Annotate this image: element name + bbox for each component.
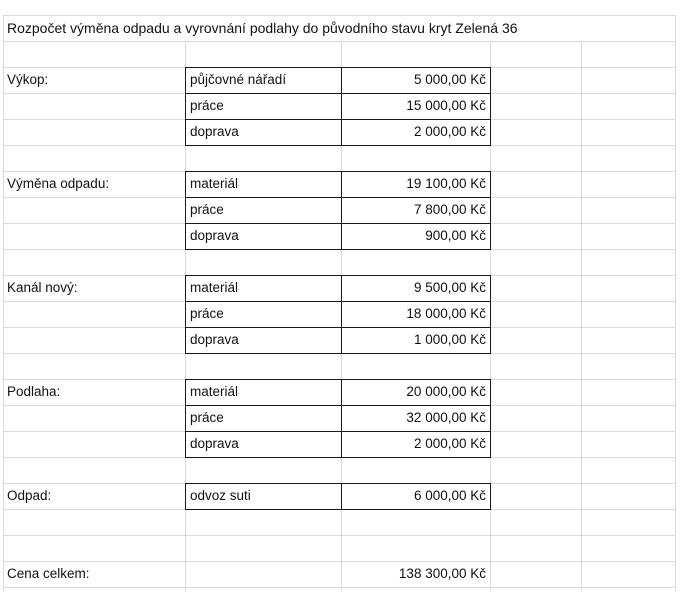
cell-border	[490, 275, 491, 354]
row-gridline	[3, 561, 676, 562]
cell-border	[341, 67, 342, 146]
item-cell[interactable]: materiál	[190, 280, 239, 295]
amount-cell[interactable]: 900,00 Kč	[425, 228, 486, 243]
cell-border	[185, 509, 491, 510]
cell-border	[490, 379, 491, 458]
amount-cell[interactable]: 2 000,00 Kč	[413, 436, 486, 451]
amount-cell[interactable]: 1 000,00 Kč	[413, 332, 486, 347]
cell-border	[185, 457, 491, 458]
column-gridline	[581, 41, 582, 591]
spreadsheet	[3, 15, 676, 591]
cell-border	[185, 483, 186, 510]
total-label[interactable]: Cena celkem:	[7, 566, 90, 581]
amount-cell[interactable]: 5 000,00 Kč	[413, 72, 486, 87]
item-cell[interactable]: doprava	[190, 228, 239, 243]
cell-border	[341, 275, 342, 354]
cell-border	[341, 379, 342, 458]
item-cell[interactable]: půjčovné nářadí	[190, 72, 287, 87]
section-label-odpad[interactable]: Odpad:	[7, 488, 52, 503]
amount-cell[interactable]: 18 000,00 Kč	[406, 306, 486, 321]
section-label-vykop[interactable]: Výkop:	[7, 72, 49, 87]
row-gridline	[3, 535, 676, 536]
cell-border	[341, 483, 342, 510]
cell-border	[490, 483, 491, 510]
item-cell[interactable]: doprava	[190, 332, 239, 347]
cell-border	[185, 171, 186, 250]
total-amount[interactable]: 138 300,00 Kč	[398, 566, 486, 581]
cell-border	[185, 145, 491, 146]
cell-border	[185, 379, 186, 458]
amount-cell[interactable]: 19 100,00 Kč	[406, 176, 486, 191]
cell-border	[341, 171, 342, 250]
amount-cell[interactable]: 9 500,00 Kč	[413, 280, 486, 295]
cell-border	[185, 353, 491, 354]
item-cell[interactable]: doprava	[190, 436, 239, 451]
item-cell[interactable]: materiál	[190, 176, 239, 191]
item-cell[interactable]: materiál	[190, 384, 239, 399]
section-label-podlaha[interactable]: Podlaha:	[7, 384, 61, 399]
cell-border	[185, 275, 186, 354]
cell-border	[185, 249, 491, 250]
item-cell[interactable]: práce	[190, 306, 224, 321]
cell-border	[490, 67, 491, 146]
column-gridline	[675, 15, 676, 591]
item-cell[interactable]: práce	[190, 98, 224, 113]
section-label-vymena-odpadu[interactable]: Výměna odpadu:	[7, 176, 110, 191]
item-cell[interactable]: práce	[190, 410, 224, 425]
amount-cell[interactable]: 2 000,00 Kč	[413, 124, 486, 139]
amount-cell[interactable]: 15 000,00 Kč	[406, 98, 486, 113]
amount-cell[interactable]: 20 000,00 Kč	[406, 384, 486, 399]
cell-border	[185, 67, 186, 146]
row-gridline	[3, 41, 676, 42]
cell-border	[490, 171, 491, 250]
item-cell[interactable]: odvoz suti	[190, 488, 251, 503]
sheet-title[interactable]: Rozpočet výměna odpadu a vyrovnání podlahy do původního stavu kryt Zelená 36	[7, 20, 518, 36]
item-cell[interactable]: práce	[190, 202, 224, 217]
amount-cell[interactable]: 6 000,00 Kč	[413, 488, 486, 503]
amount-cell[interactable]: 7 800,00 Kč	[413, 202, 486, 217]
section-label-kanal-novy[interactable]: Kanál nový:	[7, 280, 78, 295]
amount-cell[interactable]: 32 000,00 Kč	[406, 410, 486, 425]
row-gridline	[3, 587, 676, 588]
item-cell[interactable]: doprava	[190, 124, 239, 139]
column-gridline	[3, 15, 4, 591]
